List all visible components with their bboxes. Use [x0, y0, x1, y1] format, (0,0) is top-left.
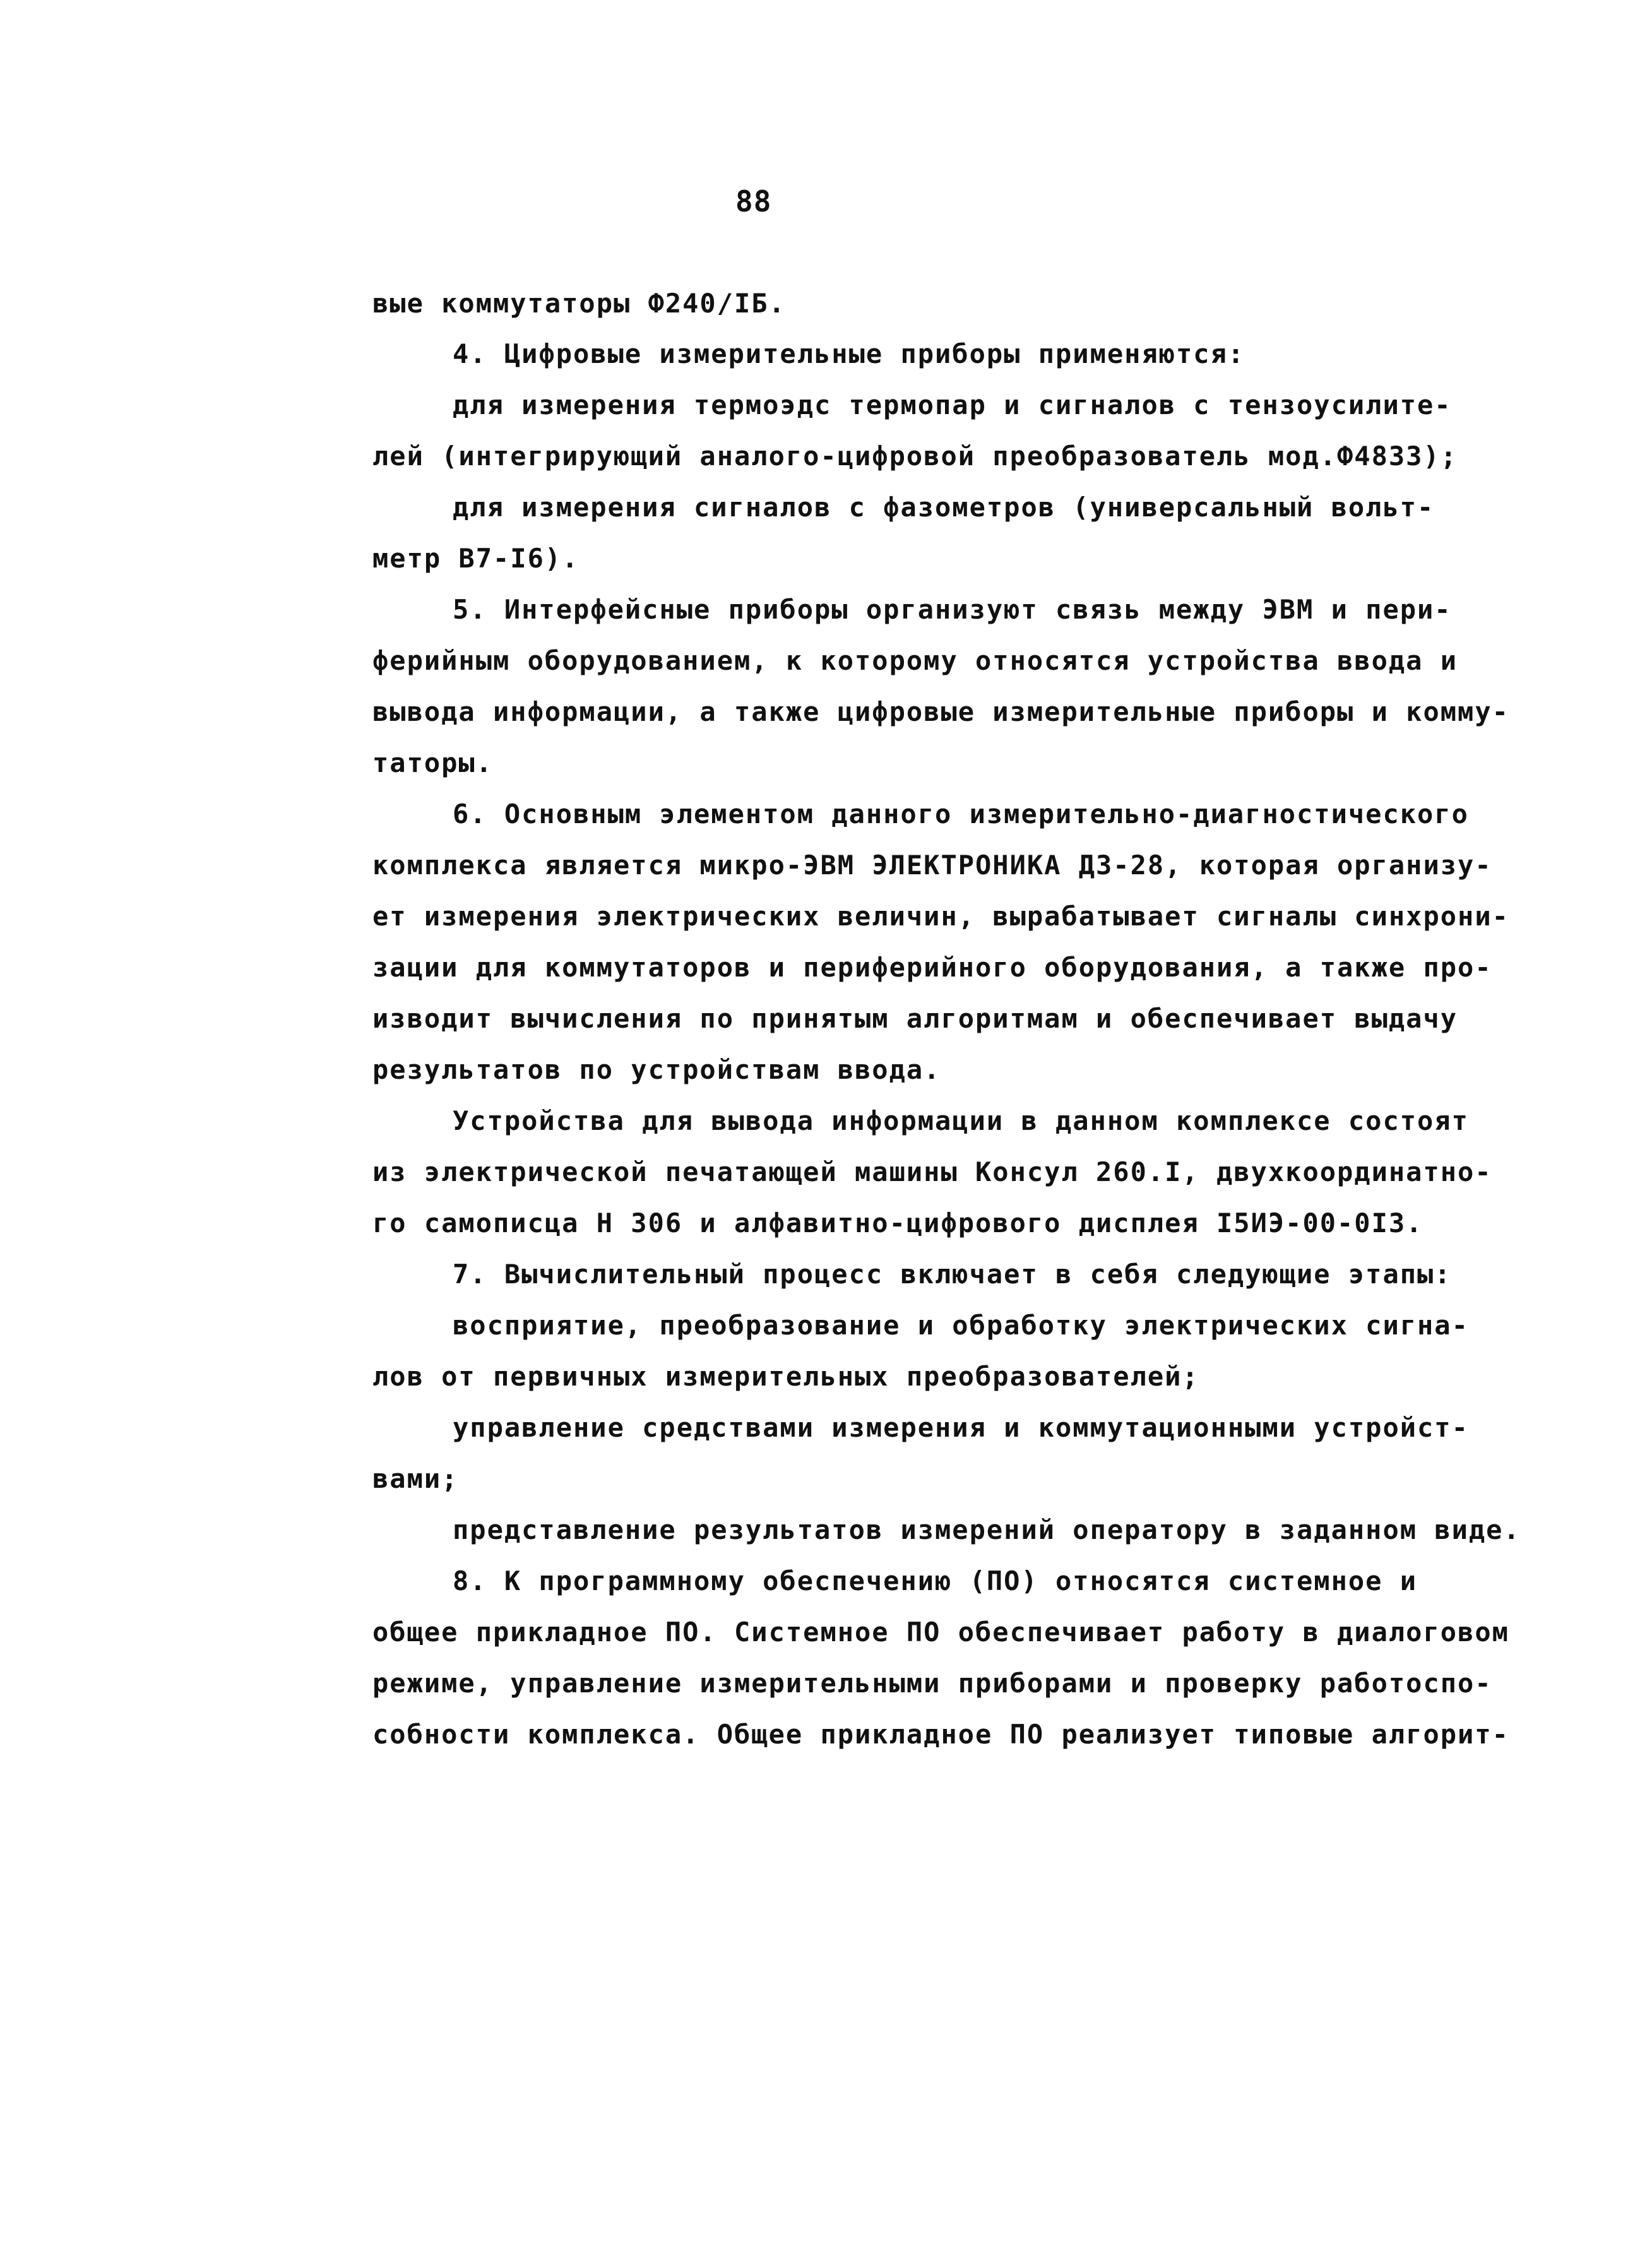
text-line: изводит вычисления по принятым алгоритмам и обеспечивает выдачу: [372, 1003, 1458, 1034]
text-line: восприятие, преобразование и обработку электрических сигна-: [453, 1310, 1469, 1341]
text-line: ет измерения электрических величин, вырабатывает сигналы синхрони-: [372, 901, 1509, 932]
text-line: результатов по устройствам ввода.: [372, 1054, 941, 1085]
text-line: таторы.: [372, 747, 494, 778]
text-line: общее прикладное ПО. Системное ПО обеспечивает работу в диалоговом: [372, 1617, 1509, 1648]
text-line: зации для коммутаторов и периферийного оборудования, а также про-: [372, 952, 1492, 983]
text-line: из электрической печатающей машины Консул 260.I, двухкоординатно-: [372, 1156, 1492, 1187]
text-line: для измерения термоэдс термопар и сигналов с тензоусилите-: [453, 389, 1452, 420]
text-line: 7. Вычислительный процесс включает в себя следующие этапы:: [453, 1259, 1452, 1290]
text-line: 4. Цифровые измерительные приборы применяются:: [453, 338, 1245, 369]
text-line: 6. Основным элементом данного измерительно-диагностического: [453, 799, 1469, 829]
text-line: собности комплекса. Общее прикладное ПО реализует типовые алгорит-: [372, 1719, 1509, 1750]
text-line: го самописца Н 306 и алфавитно-цифрового дисплея I5ИЭ-00-0I3.: [372, 1208, 1423, 1238]
page-number: 88: [735, 184, 772, 218]
text-line: лов от первичных измерительных преобразователей;: [372, 1361, 1199, 1392]
text-line: режиме, управление измерительными приборами и проверку работоспо-: [372, 1668, 1492, 1699]
text-line: для измерения сигналов с фазометров (универсальный вольт-: [453, 492, 1435, 523]
text-line: вами;: [372, 1463, 459, 1494]
text-line: Устройства для вывода информации в данном комплексе состоят: [453, 1105, 1469, 1136]
text-line: вые коммутаторы Ф240/IБ.: [372, 288, 786, 319]
text-line: вывода информации, а также цифровые измерительные приборы и комму-: [372, 696, 1509, 727]
text-line: ферийным оборудованием, к которому относятся устройства ввода и: [372, 645, 1458, 676]
text-line: комплекса является микро-ЭВМ ЭЛЕКТРОНИКА ДЗ-28, которая организу-: [372, 850, 1492, 881]
text-line: представление результатов измерений оператору в заданном виде.: [453, 1514, 1521, 1545]
text-line: метр В7-I6).: [372, 543, 579, 574]
text-line: 8. К программному обеспечению (ПО) относятся системное и: [453, 1565, 1418, 1596]
text-line: 5. Интерфейсные приборы организуют связь между ЭВМ и пери-: [453, 594, 1452, 625]
text-line: управление средствами измерения и коммутационными устройст-: [453, 1412, 1469, 1443]
text-line: лей (интегрирующий аналого-цифровой преобразователь мод.Ф4833);: [372, 441, 1458, 472]
